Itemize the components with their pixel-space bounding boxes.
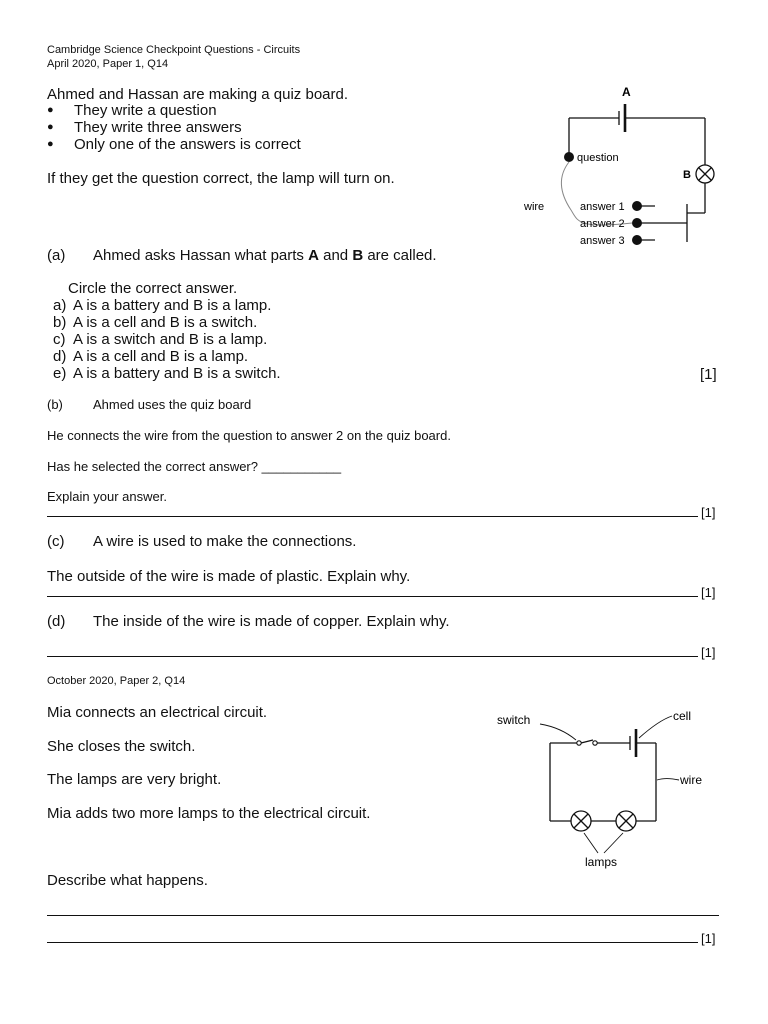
- answer-line-q2-2[interactable]: [47, 942, 698, 943]
- question-label: question: [577, 152, 619, 164]
- question-terminal: [564, 152, 574, 162]
- list-item[interactable]: b) A is a cell and B is a switch.: [53, 314, 258, 331]
- part-c-text: A wire is used to make the connections.: [93, 533, 357, 550]
- cell-pointer: [639, 716, 672, 738]
- cell-label: cell: [673, 709, 692, 723]
- quiz-board-circuit-diagram: [515, 80, 730, 255]
- part-d-label: (d): [47, 613, 66, 630]
- lamps-label: lamps: [585, 855, 618, 869]
- answer-1-label: answer 1: [580, 201, 625, 213]
- part-b-marks: [1]: [701, 505, 716, 520]
- wire-pointer: [657, 779, 679, 781]
- part-a-instruction: Circle the correct answer.: [68, 280, 238, 297]
- part-d-marks: [1]: [701, 645, 716, 660]
- list-item[interactable]: c) A is a switch and B is a lamp.: [53, 331, 268, 348]
- list-item: ● They write three answers: [47, 119, 301, 136]
- switch-pointer: [540, 724, 576, 740]
- part-c-plastic: The outside of the wire is made of plastic. Explain why.: [47, 568, 411, 585]
- switch-lever: [581, 740, 593, 743]
- list-item[interactable]: a) A is a battery and B is a lamp.: [53, 297, 272, 314]
- q1-intro: Ahmed and Hassan are making a quiz board.: [47, 86, 349, 103]
- document-series-title: Cambridge Science Checkpoint Questions - Circuits: [47, 44, 301, 56]
- q2-marks: [1]: [701, 931, 716, 946]
- q1-condition: If they get the question correct, the lamp will turn on.: [47, 170, 395, 187]
- q2-line-2: She closes the switch.: [47, 738, 196, 755]
- part-b-selected-question[interactable]: Has he selected the correct answer? ___________: [47, 459, 342, 474]
- q1-bullet-list: [47, 102, 301, 153]
- part-a-options: [47, 297, 281, 382]
- q2-describe: Describe what happens.: [47, 872, 208, 889]
- answer-3-label: answer 3: [580, 235, 625, 247]
- list-item: ● Only one of the answers is correct: [47, 136, 301, 153]
- answer-line-c[interactable]: [47, 596, 698, 597]
- part-a-marks: [1]: [700, 366, 717, 383]
- part-b-connects: He connects the wire from the question to answer 2 on the quiz board.: [47, 428, 451, 443]
- part-d-text: The inside of the wire is made of copper. Explain why.: [93, 613, 450, 630]
- flying-wire: [561, 162, 632, 225]
- part-b-text: Ahmed uses the quiz board: [93, 397, 252, 412]
- answer-2-label: answer 2: [580, 218, 625, 230]
- list-item[interactable]: d) A is a cell and B is a lamp.: [53, 348, 249, 365]
- part-b-explain: Explain your answer.: [47, 489, 167, 504]
- q2-line-4: Mia adds two more lamps to the electrical circuit.: [47, 805, 371, 822]
- lamps-pointer-2: [604, 833, 623, 853]
- wire-label: wire: [524, 201, 545, 213]
- label-b: B: [683, 169, 691, 181]
- label-a: A: [622, 85, 631, 99]
- list-item: ● They write a question: [47, 102, 301, 119]
- lamps-pointer-1: [584, 833, 598, 853]
- part-c-marks: [1]: [701, 585, 716, 600]
- answer-line-q2-1[interactable]: [47, 915, 719, 916]
- q2-line-3: The lamps are very bright.: [47, 771, 222, 788]
- part-a-question: Ahmed asks Hassan what parts A and B are called.: [93, 247, 437, 264]
- part-a-label: (a): [47, 247, 66, 264]
- q2-source-label: October 2020, Paper 2, Q14: [47, 675, 186, 687]
- mia-circuit-diagram: [490, 700, 720, 875]
- list-item[interactable]: e) A is a battery and B is a switch.: [53, 365, 281, 382]
- wire-label: wire: [680, 773, 703, 787]
- part-b-label: (b): [47, 397, 63, 412]
- switch-contact-left: [577, 741, 581, 745]
- switch-contact-right: [593, 741, 597, 745]
- switch-label: switch: [497, 713, 531, 727]
- question-source-label: April 2020, Paper 1, Q14: [47, 58, 169, 70]
- part-c-label: (c): [47, 533, 65, 550]
- answer-line-d[interactable]: [47, 656, 698, 657]
- answer-line-b[interactable]: [47, 516, 698, 517]
- q2-line-1: Mia connects an electrical circuit.: [47, 704, 268, 721]
